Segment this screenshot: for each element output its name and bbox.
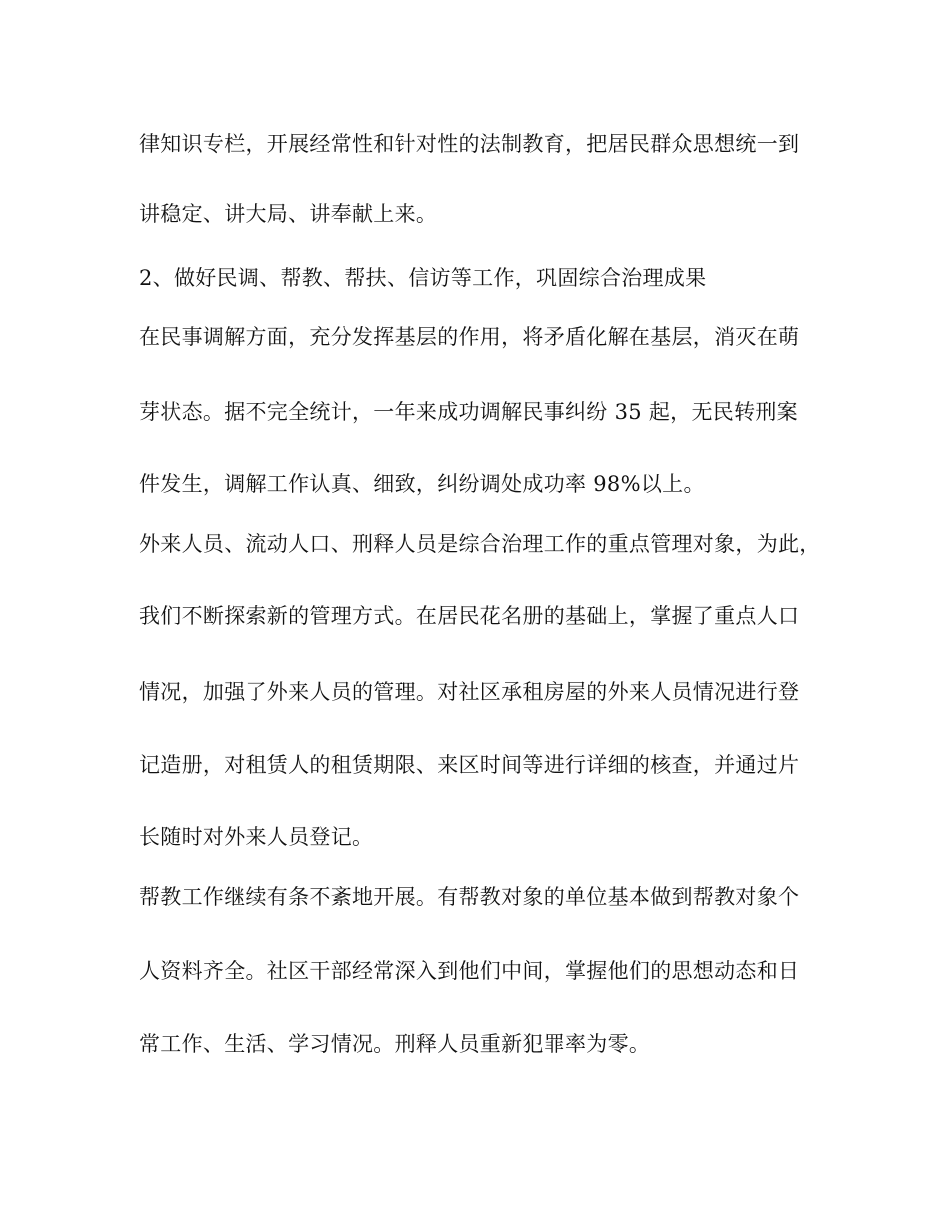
paragraph-line: 芽状态。据不完全统计，一年来成功调解民事纠纷 35 起，无民转刑案	[139, 400, 798, 424]
paragraph-line: 长随时对外来人员登记。	[139, 825, 374, 849]
paragraph-line: 在民事调解方面，充分发挥基层的作用，将矛盾化解在基层，消灭在萌	[139, 325, 800, 349]
paragraph-line: 讲稳定、讲大局、讲奉献上来。	[139, 202, 438, 226]
paragraph-line: 我们不断探索新的管理方式。在居民花名册的基础上，掌握了重点人口	[139, 604, 800, 628]
paragraph-line: 人资料齐全。社区干部经常深入到他们中间，掌握他们的思想动态和日	[139, 959, 800, 983]
paragraph-line: 常工作、生活、学习情况。刑释人员重新犯罪率为零。	[139, 1032, 651, 1056]
paragraph-line: 律知识专栏，开展经常性和针对性的法制教育，把居民群众思想统一到	[139, 132, 800, 156]
paragraph-line: 情况，加强了外来人员的管理。对社区承租房屋的外来人员情况进行登	[139, 680, 800, 704]
section-heading: 2、做好民调、帮教、帮扶、信访等工作，巩固综合治理成果	[139, 266, 707, 290]
paragraph-line: 外来人员、流动人口、刑释人员是综合治理工作的重点管理对象，为此，	[139, 532, 821, 556]
paragraph-line: 帮教工作继续有条不紊地开展。有帮教对象的单位基本做到帮教对象个	[139, 885, 800, 909]
paragraph-line: 记造册，对租赁人的租赁期限、来区时间等进行详细的核查，并通过片	[139, 753, 800, 777]
paragraph-line: 件发生，调解工作认真、细致，纠纷调处成功率 98%以上。	[139, 472, 705, 496]
